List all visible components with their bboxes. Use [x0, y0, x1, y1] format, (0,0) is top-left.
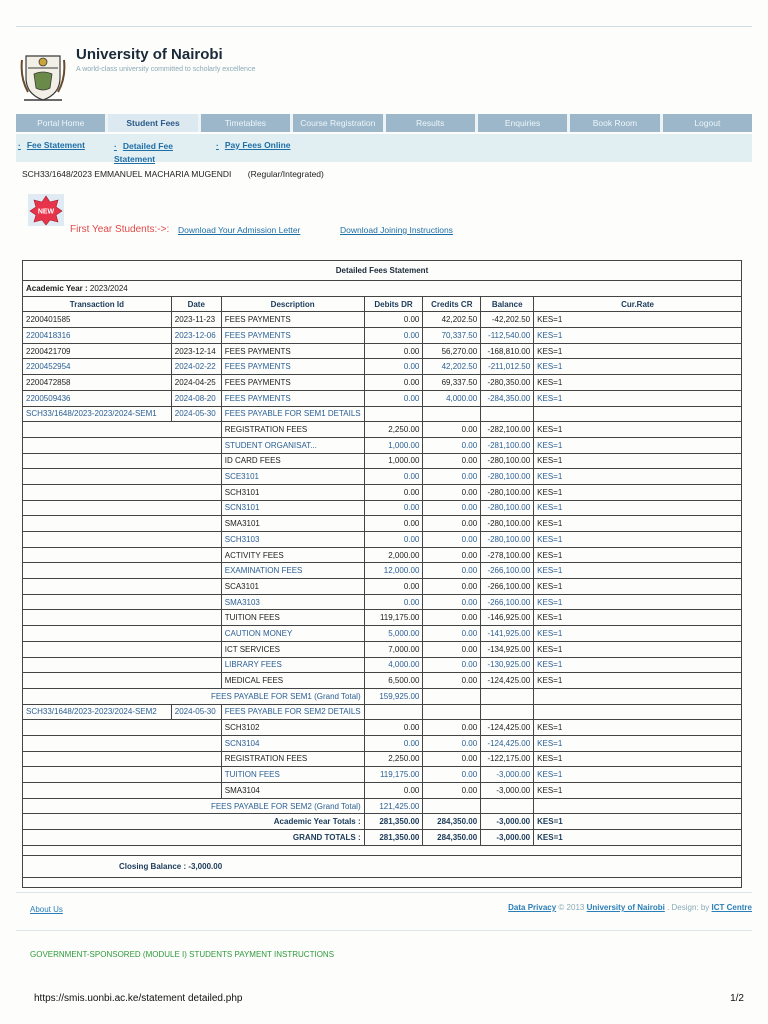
- payment-cell: 0.00: [364, 328, 423, 344]
- fee-statement-link[interactable]: · Fee Statement: [18, 140, 85, 150]
- fee-item-spacer: [23, 594, 222, 610]
- fee-item-spacer: [23, 484, 222, 500]
- about-us-link[interactable]: About Us: [30, 905, 63, 914]
- fee-item-description: CAUTION MONEY: [221, 626, 364, 642]
- fee-item-spacer: [23, 453, 222, 469]
- footer-rule-2: [16, 930, 752, 931]
- fee-item-row: [23, 641, 742, 657]
- payment-cell: 42,202.50: [423, 359, 481, 375]
- fee-item-description: ID CARD FEES: [221, 453, 364, 469]
- table-cell: [534, 798, 742, 814]
- fee-item-description: REGISTRATION FEES: [221, 422, 364, 438]
- fee-item-credit: 0.00: [423, 437, 481, 453]
- print-url: https://smis.uonbi.ac.ke/statement detailed.php: [34, 993, 243, 1004]
- fee-item-rate: KES=1: [534, 532, 742, 548]
- first-year-label: First Year Students:->:: [70, 224, 170, 235]
- fee-item-rate: KES=1: [534, 751, 742, 767]
- payment-cell: 2023-12-14: [171, 343, 221, 359]
- fee-item-debit: 1,000.00: [364, 453, 423, 469]
- footer-credits: Data Privacy © 2013 University of Nairobi . Design: by ICT Centre: [508, 903, 752, 912]
- semester-id: SCH33/1648/2023-2023/2024-SEM1: [23, 406, 172, 422]
- gov-sponsored-instructions-link[interactable]: GOVERNMENT-SPONSORED (MODULE I) STUDENTS PAYMENT INSTRUCTIONS: [30, 950, 335, 959]
- payment-cell: FEES PAYMENTS: [221, 328, 364, 344]
- fee-item-description: SMA3104: [221, 783, 364, 799]
- fee-item-row: [23, 422, 742, 438]
- fee-item-debit: 5,000.00: [364, 626, 423, 642]
- fee-item-description: SCH3103: [221, 532, 364, 548]
- fee-item-debit: 0.00: [364, 484, 423, 500]
- fee-item-spacer: [23, 469, 222, 485]
- university-name: University of Nairobi: [76, 46, 223, 63]
- fee-item-debit: 4,000.00: [364, 657, 423, 673]
- fee-item-credit: 0.00: [423, 610, 481, 626]
- fee-item-rate: KES=1: [534, 720, 742, 736]
- table-caption-row: [23, 261, 742, 281]
- fee-item-credit: 0.00: [423, 657, 481, 673]
- fee-item-rate: KES=1: [534, 783, 742, 799]
- student-name: SCH33/1648/2023 EMMANUEL MACHARIA MUGENDI: [22, 169, 232, 179]
- fee-item-debit: 119,175.00: [364, 767, 423, 783]
- study-mode: (Regular/Integrated): [247, 169, 324, 179]
- fee-item-description: SCE3101: [221, 469, 364, 485]
- fee-item-row: [23, 657, 742, 673]
- table-caption: Detailed Fees Statement: [23, 261, 742, 281]
- payment-cell: 2024-08-20: [171, 390, 221, 406]
- payment-cell: KES=1: [534, 312, 742, 328]
- fee-item-row: [23, 594, 742, 610]
- payment-cell: -112,540.00: [481, 328, 534, 344]
- fee-item-row: [23, 516, 742, 532]
- fee-item-spacer: [23, 735, 222, 751]
- fee-item-debit: 0.00: [364, 500, 423, 516]
- fee-item-debit: 0.00: [364, 594, 423, 610]
- semester-total-value: 121,425.00: [364, 798, 423, 814]
- fee-item-row: [23, 453, 742, 469]
- fee-item-rate: KES=1: [534, 437, 742, 453]
- payment-cell: 56,270.00: [423, 343, 481, 359]
- semester-header-row: [23, 704, 742, 720]
- payment-cell: 2200472858: [23, 375, 172, 391]
- fee-item-debit: 1,000.00: [364, 437, 423, 453]
- university-crest-icon: [20, 48, 66, 104]
- semester-description: FEES PAYABLE FOR SEM1 DETAILS: [221, 406, 364, 422]
- fee-item-credit: 0.00: [423, 516, 481, 532]
- fee-item-rate: KES=1: [534, 453, 742, 469]
- fee-item-description: SCN3101: [221, 500, 364, 516]
- fee-item-credit: 0.00: [423, 422, 481, 438]
- fee-item-credit: 0.00: [423, 673, 481, 689]
- fee-item-row: [23, 579, 742, 595]
- fee-item-debit: 0.00: [364, 516, 423, 532]
- fee-item-spacer: [23, 641, 222, 657]
- fee-item-balance: -122,175.00: [481, 751, 534, 767]
- payment-cell: FEES PAYMENTS: [221, 390, 364, 406]
- semester-total-row: [23, 798, 742, 814]
- fee-item-rate: KES=1: [534, 594, 742, 610]
- payment-cell: 69,337.50: [423, 375, 481, 391]
- payment-cell: KES=1: [534, 375, 742, 391]
- fee-item-spacer: [23, 532, 222, 548]
- fee-item-spacer: [23, 657, 222, 673]
- academic-year-totals-debit: 281,350.00: [364, 814, 423, 830]
- payment-cell: 42,202.50: [423, 312, 481, 328]
- fee-item-balance: -266,100.00: [481, 594, 534, 610]
- fee-item-spacer: [23, 547, 222, 563]
- payment-cell: KES=1: [534, 390, 742, 406]
- ict-centre-link[interactable]: ICT Centre: [711, 903, 752, 912]
- table-cell: [423, 688, 481, 704]
- menu-item-portal-home[interactable]: Portal Home: [16, 114, 105, 132]
- fee-item-spacer: [23, 783, 222, 799]
- table-cell: [423, 704, 481, 720]
- fee-item-balance: -146,925.00: [481, 610, 534, 626]
- fee-item-row: [23, 626, 742, 642]
- fee-item-credit: 0.00: [423, 547, 481, 563]
- pay-fees-online-link[interactable]: · Pay Fees Online: [216, 140, 291, 150]
- payment-cell: 4,000.00: [423, 390, 481, 406]
- closing-balance-row: [23, 855, 742, 877]
- payment-row: [23, 359, 742, 375]
- fee-item-spacer: [23, 563, 222, 579]
- fee-item-balance: -124,425.00: [481, 673, 534, 689]
- fee-item-balance: -266,100.00: [481, 579, 534, 595]
- payment-cell: 2200401585: [23, 312, 172, 328]
- fee-item-rate: KES=1: [534, 673, 742, 689]
- payment-cell: KES=1: [534, 359, 742, 375]
- fee-item-spacer: [23, 500, 222, 516]
- fee-item-credit: 0.00: [423, 484, 481, 500]
- fee-item-row: [23, 610, 742, 626]
- fee-item-description: MEDICAL FEES: [221, 673, 364, 689]
- fee-item-row: [23, 437, 742, 453]
- fee-item-debit: 2,000.00: [364, 547, 423, 563]
- fee-item-credit: 0.00: [423, 453, 481, 469]
- fee-item-row: [23, 735, 742, 751]
- grand-totals-rate: KES=1: [534, 830, 742, 846]
- menu-item-logout[interactable]: Logout: [663, 114, 752, 132]
- payment-cell: 0.00: [364, 312, 423, 328]
- fee-item-balance: -278,100.00: [481, 547, 534, 563]
- fee-item-rate: KES=1: [534, 484, 742, 500]
- fee-item-credit: 0.00: [423, 783, 481, 799]
- academic-year-totals-credit: 284,350.00: [423, 814, 481, 830]
- fee-item-spacer: [23, 610, 222, 626]
- main-menu: [16, 114, 752, 132]
- payment-cell: 70,337.50: [423, 328, 481, 344]
- fee-item-credit: 0.00: [423, 500, 481, 516]
- fee-item-spacer: [23, 516, 222, 532]
- payment-cell: 2024-02-22: [171, 359, 221, 375]
- fee-item-rate: KES=1: [534, 626, 742, 642]
- table-cell: [534, 406, 742, 422]
- fee-item-description: SMA3101: [221, 516, 364, 532]
- column-header: Description: [221, 296, 364, 312]
- fee-item-description: STUDENT ORGANISAT...: [221, 437, 364, 453]
- fee-item-debit: 0.00: [364, 720, 423, 736]
- payment-cell: KES=1: [534, 328, 742, 344]
- fee-item-debit: 6,500.00: [364, 673, 423, 689]
- column-header: Debits DR: [364, 296, 423, 312]
- table-cell: [423, 798, 481, 814]
- payment-cell: 2200452954: [23, 359, 172, 375]
- payment-row: [23, 312, 742, 328]
- fee-item-credit: 0.00: [423, 735, 481, 751]
- payment-cell: -42,202.50: [481, 312, 534, 328]
- fee-item-balance: -280,100.00: [481, 500, 534, 516]
- grand-totals-balance: -3,000.00: [481, 830, 534, 846]
- fee-item-balance: -124,425.00: [481, 735, 534, 751]
- column-header: Cur.Rate: [534, 296, 742, 312]
- svg-text:NEW: NEW: [37, 208, 55, 216]
- payment-cell: 2200418316: [23, 328, 172, 344]
- fee-item-rate: KES=1: [534, 767, 742, 783]
- fee-item-row: [23, 500, 742, 516]
- fee-item-credit: 0.00: [423, 626, 481, 642]
- fee-item-description: LIBRARY FEES: [221, 657, 364, 673]
- menu-item-book-room[interactable]: Book Room: [570, 114, 659, 132]
- payment-row: [23, 375, 742, 391]
- fee-item-row: [23, 469, 742, 485]
- payment-cell: 0.00: [364, 343, 423, 359]
- payment-cell: 2200509436: [23, 390, 172, 406]
- fee-item-balance: -280,100.00: [481, 469, 534, 485]
- menu-item-timetables[interactable]: Timetables: [201, 114, 290, 132]
- print-page-number: 1/2: [730, 993, 744, 1004]
- payment-cell: -284,350.00: [481, 390, 534, 406]
- academic-year-totals-label: Academic Year Totals :: [23, 814, 365, 830]
- payment-cell: 2024-04-25: [171, 375, 221, 391]
- payment-cell: -211,012.50: [481, 359, 534, 375]
- fee-item-balance: -134,925.00: [481, 641, 534, 657]
- menu-item-student-fees[interactable]: Student Fees: [108, 114, 197, 132]
- fee-item-balance: -280,100.00: [481, 532, 534, 548]
- fee-item-credit: 0.00: [423, 594, 481, 610]
- fee-item-debit: 0.00: [364, 532, 423, 548]
- fee-item-description: SCH3101: [221, 484, 364, 500]
- fee-item-credit: 0.00: [423, 767, 481, 783]
- student-info: [22, 169, 324, 179]
- fee-item-debit: 119,175.00: [364, 610, 423, 626]
- fee-item-balance: -124,425.00: [481, 720, 534, 736]
- payment-row: [23, 390, 742, 406]
- fee-item-balance: -130,925.00: [481, 657, 534, 673]
- fee-item-spacer: [23, 767, 222, 783]
- fee-item-row: [23, 751, 742, 767]
- fee-item-credit: 0.00: [423, 532, 481, 548]
- fee-item-description: SMA3103: [221, 594, 364, 610]
- admission-letter-link[interactable]: Download Your Admission Letter: [178, 225, 301, 235]
- table-cell: [534, 704, 742, 720]
- fee-item-rate: KES=1: [534, 735, 742, 751]
- fee-item-debit: 2,250.00: [364, 422, 423, 438]
- table-cell: [364, 704, 423, 720]
- fee-item-description: ICT SERVICES: [221, 641, 364, 657]
- payment-cell: 0.00: [364, 359, 423, 375]
- fee-item-spacer: [23, 626, 222, 642]
- grand-totals-credit: 284,350.00: [423, 830, 481, 846]
- fee-item-row: [23, 532, 742, 548]
- university-tagline: A world-class university committed to scholarly excellence: [76, 66, 256, 73]
- fee-item-credit: 0.00: [423, 563, 481, 579]
- payment-cell: -280,350.00: [481, 375, 534, 391]
- semester-total-value: 159,925.00: [364, 688, 423, 704]
- menu-item-results[interactable]: Results: [386, 114, 475, 132]
- academic-year-totals-balance: -3,000.00: [481, 814, 534, 830]
- payment-cell: KES=1: [534, 343, 742, 359]
- fee-item-credit: 0.00: [423, 751, 481, 767]
- menu-item-enquiries[interactable]: Enquiries: [478, 114, 567, 132]
- fee-item-spacer: [23, 720, 222, 736]
- fee-item-spacer: [23, 673, 222, 689]
- column-header: Transaction Id: [23, 296, 172, 312]
- fee-item-debit: 0.00: [364, 579, 423, 595]
- fee-item-debit: 0.00: [364, 783, 423, 799]
- fee-item-description: TUITION FEES: [221, 610, 364, 626]
- grand-totals-debit: 281,350.00: [364, 830, 423, 846]
- fee-item-balance: -3,000.00: [481, 783, 534, 799]
- payment-cell: -168,810.00: [481, 343, 534, 359]
- academic-year-value: 2023/2024: [89, 283, 128, 293]
- table-cell: [423, 406, 481, 422]
- footer-rule: [16, 892, 752, 893]
- payment-cell: 2023-11-23: [171, 312, 221, 328]
- fee-item-debit: 0.00: [364, 735, 423, 751]
- fee-item-description: ACTIVITY FEES: [221, 547, 364, 563]
- academic-year: [23, 281, 742, 297]
- fee-item-debit: 2,250.00: [364, 751, 423, 767]
- column-header: Credits CR: [423, 296, 481, 312]
- fee-item-rate: KES=1: [534, 422, 742, 438]
- grand-totals: [23, 830, 742, 846]
- joining-instructions-link[interactable]: Download Joining Instructions: [340, 225, 453, 235]
- payment-row: [23, 343, 742, 359]
- table-cell: [481, 406, 534, 422]
- fee-item-debit: 12,000.00: [364, 563, 423, 579]
- fee-item-balance: -281,100.00: [481, 437, 534, 453]
- table-cell: [481, 798, 534, 814]
- fee-item-row: [23, 484, 742, 500]
- semester-id: SCH33/1648/2023-2023/2024-SEM2: [23, 704, 172, 720]
- top-rule: [16, 26, 752, 27]
- academic-year-totals: [23, 814, 742, 830]
- new-badge-icon: [28, 194, 64, 226]
- fee-item-credit: 0.00: [423, 641, 481, 657]
- fee-item-credit: 0.00: [423, 469, 481, 485]
- fee-item-description: TUITION FEES: [221, 767, 364, 783]
- fee-item-credit: 0.00: [423, 579, 481, 595]
- column-header: Balance: [481, 296, 534, 312]
- fee-item-balance: -141,925.00: [481, 626, 534, 642]
- payment-cell: FEES PAYMENTS: [221, 375, 364, 391]
- payment-cell: 0.00: [364, 390, 423, 406]
- empty-cell: [23, 845, 742, 855]
- payment-row: [23, 328, 742, 344]
- menu-item-course-registration[interactable]: Course Registration: [293, 114, 382, 132]
- fee-item-row: [23, 547, 742, 563]
- site-header: [16, 44, 752, 106]
- fee-item-spacer: [23, 751, 222, 767]
- fee-item-balance: -282,100.00: [481, 422, 534, 438]
- semester-total-row: [23, 688, 742, 704]
- payment-cell: FEES PAYMENTS: [221, 312, 364, 328]
- fee-item-balance: -280,100.00: [481, 516, 534, 532]
- academic-year-label: Academic Year :: [26, 283, 88, 293]
- table-cell: [364, 406, 423, 422]
- semester-header-row: [23, 406, 742, 422]
- payment-cell: FEES PAYMENTS: [221, 343, 364, 359]
- semester-description: FEES PAYABLE FOR SEM2 DETAILS: [221, 704, 364, 720]
- payment-cell: 2200421709: [23, 343, 172, 359]
- table-cell: [534, 688, 742, 704]
- grand-totals-label: GRAND TOTALS :: [23, 830, 365, 846]
- payment-cell: 0.00: [364, 375, 423, 391]
- empty-row: [23, 845, 742, 855]
- fee-item-description: SCA3101: [221, 579, 364, 595]
- payment-cell: FEES PAYMENTS: [221, 359, 364, 375]
- fee-item-rate: KES=1: [534, 579, 742, 595]
- table-cell: [481, 704, 534, 720]
- semester-total-label: FEES PAYABLE FOR SEM2 (Grand Total): [23, 798, 365, 814]
- semester-date: 2024-05-30: [171, 704, 221, 720]
- table-cell: [481, 688, 534, 704]
- fee-item-debit: 0.00: [364, 469, 423, 485]
- empty-row: [23, 877, 742, 887]
- fee-item-rate: KES=1: [534, 500, 742, 516]
- column-header: Date: [171, 296, 221, 312]
- fee-item-rate: KES=1: [534, 610, 742, 626]
- fee-item-spacer: [23, 422, 222, 438]
- fee-item-description: SCN3104: [221, 735, 364, 751]
- semester-date: 2024-05-30: [171, 406, 221, 422]
- fee-item-spacer: [23, 579, 222, 595]
- fee-item-description: REGISTRATION FEES: [221, 751, 364, 767]
- academic-year-row: [23, 281, 742, 297]
- table-header-row: [23, 296, 742, 312]
- fee-item-description: SCH3102: [221, 720, 364, 736]
- fee-item-rate: KES=1: [534, 641, 742, 657]
- fee-item-rate: KES=1: [534, 469, 742, 485]
- fee-item-row: [23, 783, 742, 799]
- closing-balance: Closing Balance : -3,000.00: [23, 855, 742, 877]
- empty-cell: [23, 877, 742, 887]
- fee-item-balance: -266,100.00: [481, 563, 534, 579]
- fee-item-rate: KES=1: [534, 657, 742, 673]
- detailed-fee-statement-link[interactable]: · Detailed Fee Statement: [114, 141, 173, 164]
- fee-item-balance: -280,100.00: [481, 453, 534, 469]
- fee-item-rate: KES=1: [534, 563, 742, 579]
- fees-statement-table: [22, 260, 742, 888]
- fee-item-balance: -3,000.00: [481, 767, 534, 783]
- data-privacy-link[interactable]: Data Privacy: [508, 903, 557, 912]
- fee-item-row: [23, 767, 742, 783]
- fee-item-rate: KES=1: [534, 547, 742, 563]
- fee-item-rate: KES=1: [534, 516, 742, 532]
- fee-item-row: [23, 720, 742, 736]
- fee-item-credit: 0.00: [423, 720, 481, 736]
- fee-item-balance: -280,100.00: [481, 484, 534, 500]
- sub-menu: [16, 134, 752, 162]
- academic-year-totals-rate: KES=1: [534, 814, 742, 830]
- fee-item-row: [23, 563, 742, 579]
- semester-total-label: FEES PAYABLE FOR SEM1 (Grand Total): [23, 688, 365, 704]
- fee-item-spacer: [23, 437, 222, 453]
- university-link[interactable]: University of Nairobi: [586, 903, 665, 912]
- payment-cell: 2023-12-06: [171, 328, 221, 344]
- fee-item-debit: 7,000.00: [364, 641, 423, 657]
- fee-item-row: [23, 673, 742, 689]
- fee-item-description: EXAMINATION FEES: [221, 563, 364, 579]
